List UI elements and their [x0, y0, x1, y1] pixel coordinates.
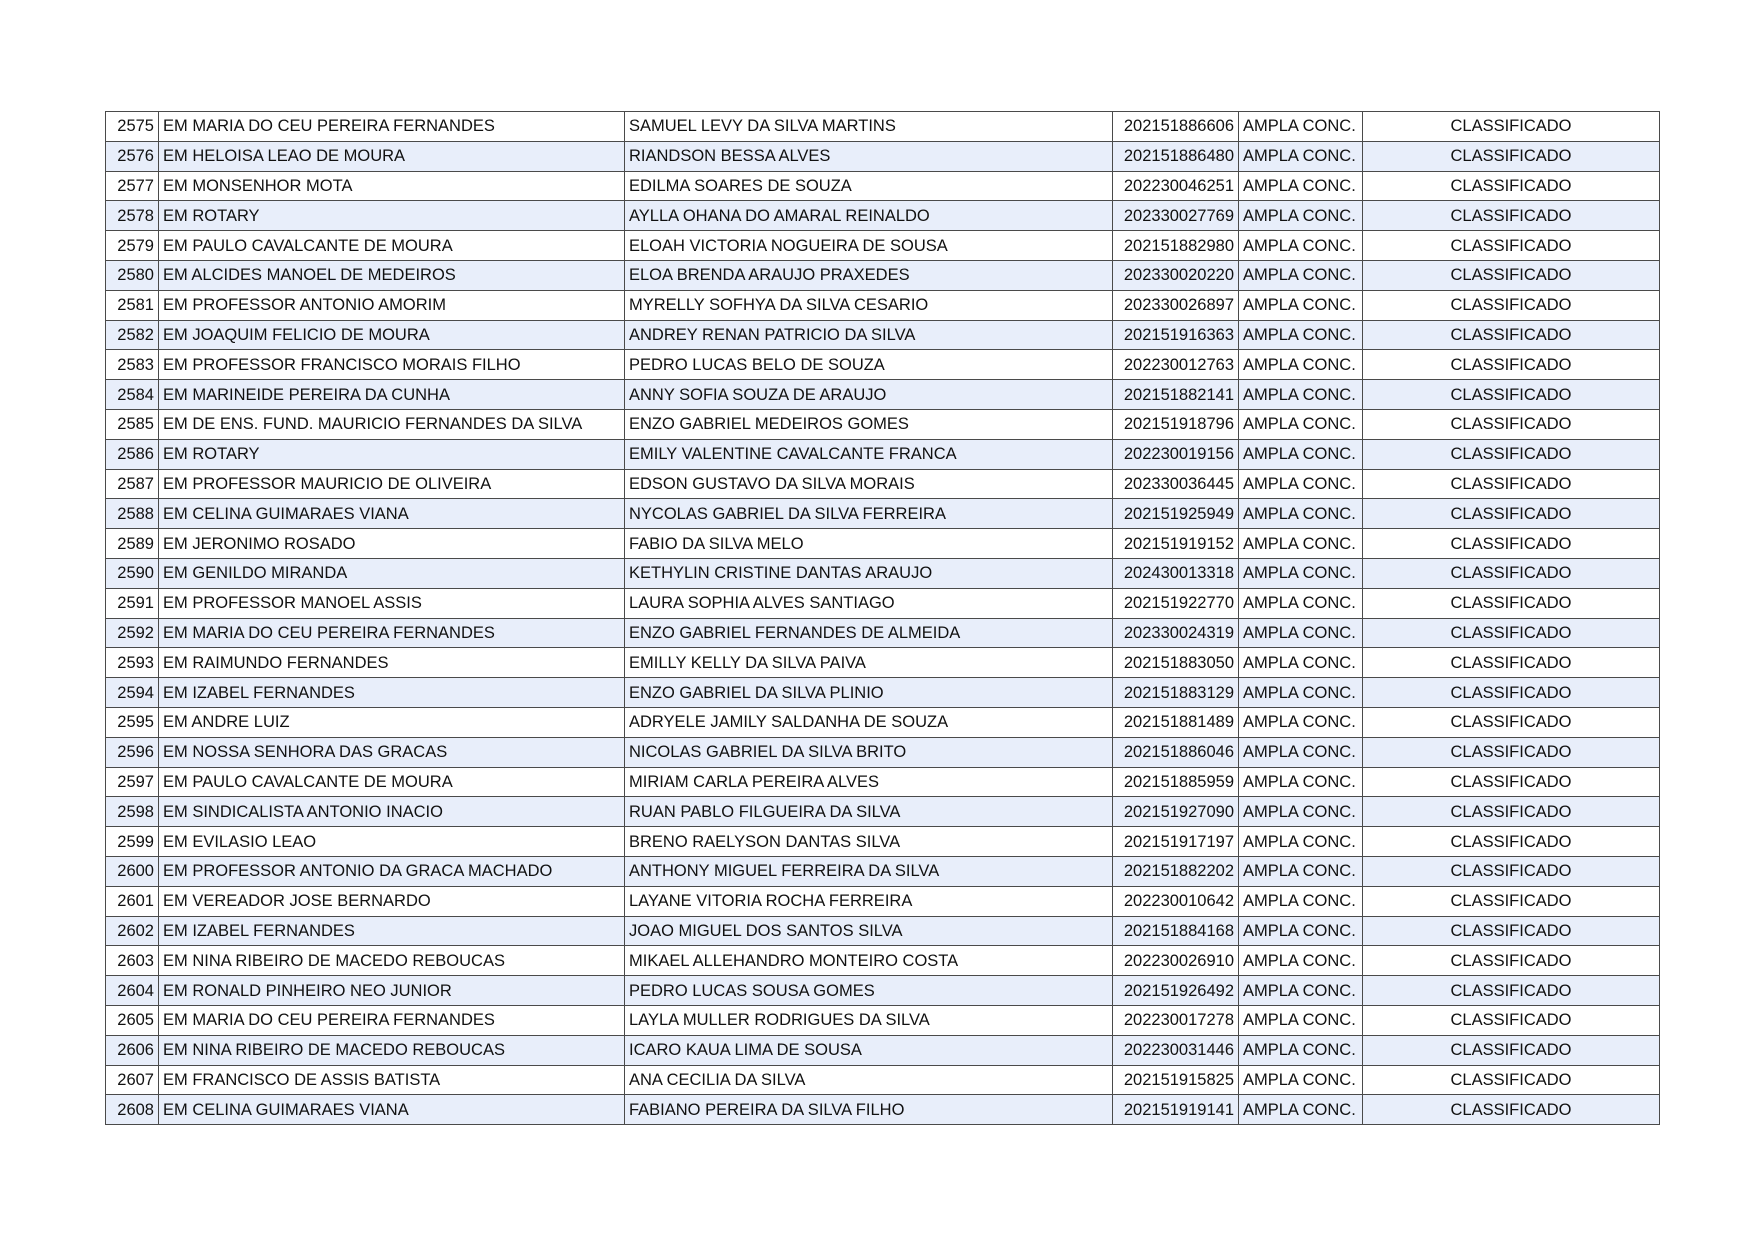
student-name-cell: NICOLAS GABRIEL DA SILVA BRITO — [625, 737, 1113, 767]
student-name-cell: EMILLY KELLY DA SILVA PAIVA — [625, 648, 1113, 678]
status-cell: CLASSIFICADO — [1363, 558, 1660, 588]
quota-type-cell: AMPLA CONC. — [1239, 618, 1363, 648]
quota-type-cell: AMPLA CONC. — [1239, 1095, 1363, 1125]
enrollment-id-cell: 202151883050 — [1113, 648, 1239, 678]
status-cell: CLASSIFICADO — [1363, 1065, 1660, 1095]
student-name-cell: LAYLA MULLER RODRIGUES DA SILVA — [625, 1005, 1113, 1035]
row-number-cell: 2608 — [106, 1095, 159, 1125]
student-name-cell: ENZO GABRIEL FERNANDES DE ALMEIDA — [625, 618, 1113, 648]
status-cell: CLASSIFICADO — [1363, 1095, 1660, 1125]
student-name-cell: ANTHONY MIGUEL FERREIRA DA SILVA — [625, 856, 1113, 886]
student-name-cell: KETHYLIN CRISTINE DANTAS ARAUJO — [625, 558, 1113, 588]
table-row — [106, 827, 1660, 857]
quota-type-cell: AMPLA CONC. — [1239, 171, 1363, 201]
school-cell: EM PROFESSOR ANTONIO AMORIM — [159, 290, 625, 320]
student-name-cell: JOAO MIGUEL DOS SANTOS SILVA — [625, 916, 1113, 946]
enrollment-id-cell: 202151882980 — [1113, 231, 1239, 261]
student-name-cell: LAURA SOPHIA ALVES SANTIAGO — [625, 588, 1113, 618]
quota-type-cell: AMPLA CONC. — [1239, 558, 1363, 588]
status-cell: CLASSIFICADO — [1363, 112, 1660, 142]
quota-type-cell: AMPLA CONC. — [1239, 856, 1363, 886]
school-cell: EM ROTARY — [159, 439, 625, 469]
row-number-cell: 2585 — [106, 409, 159, 439]
student-name-cell: ENZO GABRIEL MEDEIROS GOMES — [625, 409, 1113, 439]
enrollment-id-cell: 202151922770 — [1113, 588, 1239, 618]
table-row — [106, 618, 1660, 648]
table-row — [106, 588, 1660, 618]
quota-type-cell: AMPLA CONC. — [1239, 439, 1363, 469]
school-cell: EM CELINA GUIMARAES VIANA — [159, 1095, 625, 1125]
row-number-cell: 2583 — [106, 350, 159, 380]
quota-type-cell: AMPLA CONC. — [1239, 588, 1363, 618]
row-number-cell: 2582 — [106, 320, 159, 350]
student-name-cell: ADRYELE JAMILY SALDANHA DE SOUZA — [625, 707, 1113, 737]
quota-type-cell: AMPLA CONC. — [1239, 112, 1363, 142]
quota-type-cell: AMPLA CONC. — [1239, 231, 1363, 261]
student-name-cell: NYCOLAS GABRIEL DA SILVA FERREIRA — [625, 499, 1113, 529]
table-row — [106, 112, 1660, 142]
table-row — [106, 380, 1660, 410]
school-cell: EM IZABEL FERNANDES — [159, 916, 625, 946]
school-cell: EM RAIMUNDO FERNANDES — [159, 648, 625, 678]
school-cell: EM RONALD PINHEIRO NEO JUNIOR — [159, 976, 625, 1006]
row-number-cell: 2598 — [106, 797, 159, 827]
school-cell: EM MONSENHOR MOTA — [159, 171, 625, 201]
row-number-cell: 2606 — [106, 1035, 159, 1065]
table-row — [106, 499, 1660, 529]
status-cell: CLASSIFICADO — [1363, 380, 1660, 410]
enrollment-id-cell: 202330027769 — [1113, 201, 1239, 231]
enrollment-id-cell: 202151915825 — [1113, 1065, 1239, 1095]
enrollment-id-cell: 202230046251 — [1113, 171, 1239, 201]
status-cell: CLASSIFICADO — [1363, 618, 1660, 648]
table-row — [106, 290, 1660, 320]
school-cell: EM EVILASIO LEAO — [159, 827, 625, 857]
school-cell: EM GENILDO MIRANDA — [159, 558, 625, 588]
status-cell: CLASSIFICADO — [1363, 320, 1660, 350]
quota-type-cell: AMPLA CONC. — [1239, 1065, 1363, 1095]
enrollment-id-cell: 202230017278 — [1113, 1005, 1239, 1035]
student-name-cell: MIKAEL ALLEHANDRO MONTEIRO COSTA — [625, 946, 1113, 976]
row-number-cell: 2602 — [106, 916, 159, 946]
row-number-cell: 2581 — [106, 290, 159, 320]
enrollment-id-cell: 202151881489 — [1113, 707, 1239, 737]
quota-type-cell: AMPLA CONC. — [1239, 201, 1363, 231]
row-number-cell: 2588 — [106, 499, 159, 529]
school-cell: EM NINA RIBEIRO DE MACEDO REBOUCAS — [159, 1035, 625, 1065]
quota-type-cell: AMPLA CONC. — [1239, 529, 1363, 559]
quota-type-cell: AMPLA CONC. — [1239, 827, 1363, 857]
school-cell: EM HELOISA LEAO DE MOURA — [159, 141, 625, 171]
quota-type-cell: AMPLA CONC. — [1239, 916, 1363, 946]
school-cell: EM PROFESSOR MANOEL ASSIS — [159, 588, 625, 618]
enrollment-id-cell: 202151886606 — [1113, 112, 1239, 142]
table-row — [106, 260, 1660, 290]
row-number-cell: 2590 — [106, 558, 159, 588]
enrollment-id-cell: 202330024319 — [1113, 618, 1239, 648]
school-cell: EM IZABEL FERNANDES — [159, 678, 625, 708]
enrollment-id-cell: 202151883129 — [1113, 678, 1239, 708]
school-cell: EM MARINEIDE PEREIRA DA CUNHA — [159, 380, 625, 410]
status-cell: CLASSIFICADO — [1363, 499, 1660, 529]
school-cell: EM FRANCISCO DE ASSIS BATISTA — [159, 1065, 625, 1095]
table-row — [106, 707, 1660, 737]
enrollment-id-cell: 202230012763 — [1113, 350, 1239, 380]
school-cell: EM ALCIDES MANOEL DE MEDEIROS — [159, 260, 625, 290]
table-row — [106, 201, 1660, 231]
quota-type-cell: AMPLA CONC. — [1239, 737, 1363, 767]
enrollment-id-cell: 202330036445 — [1113, 469, 1239, 499]
school-cell: EM VEREADOR JOSE BERNARDO — [159, 886, 625, 916]
row-number-cell: 2594 — [106, 678, 159, 708]
quota-type-cell: AMPLA CONC. — [1239, 678, 1363, 708]
student-name-cell: PEDRO LUCAS BELO DE SOUZA — [625, 350, 1113, 380]
quota-type-cell: AMPLA CONC. — [1239, 976, 1363, 1006]
status-cell: CLASSIFICADO — [1363, 976, 1660, 1006]
status-cell: CLASSIFICADO — [1363, 737, 1660, 767]
row-number-cell: 2601 — [106, 886, 159, 916]
table-row — [106, 1065, 1660, 1095]
status-cell: CLASSIFICADO — [1363, 648, 1660, 678]
school-cell: EM ROTARY — [159, 201, 625, 231]
enrollment-id-cell: 202151882141 — [1113, 380, 1239, 410]
quota-type-cell: AMPLA CONC. — [1239, 380, 1363, 410]
row-number-cell: 2589 — [106, 529, 159, 559]
enrollment-id-cell: 202151925949 — [1113, 499, 1239, 529]
table-row — [106, 1095, 1660, 1125]
row-number-cell: 2600 — [106, 856, 159, 886]
status-cell: CLASSIFICADO — [1363, 201, 1660, 231]
status-cell: CLASSIFICADO — [1363, 439, 1660, 469]
row-number-cell: 2584 — [106, 380, 159, 410]
quota-type-cell: AMPLA CONC. — [1239, 648, 1363, 678]
enrollment-id-cell: 202151919141 — [1113, 1095, 1239, 1125]
row-number-cell: 2580 — [106, 260, 159, 290]
status-cell: CLASSIFICADO — [1363, 529, 1660, 559]
student-name-cell: ANDREY RENAN PATRICIO DA SILVA — [625, 320, 1113, 350]
row-number-cell: 2605 — [106, 1005, 159, 1035]
quota-type-cell: AMPLA CONC. — [1239, 350, 1363, 380]
table-row — [106, 469, 1660, 499]
school-cell: EM MARIA DO CEU PEREIRA FERNANDES — [159, 618, 625, 648]
school-cell: EM PAULO CAVALCANTE DE MOURA — [159, 231, 625, 261]
status-cell: CLASSIFICADO — [1363, 409, 1660, 439]
student-name-cell: ANA CECILIA DA SILVA — [625, 1065, 1113, 1095]
student-name-cell: RUAN PABLO FILGUEIRA DA SILVA — [625, 797, 1113, 827]
status-cell: CLASSIFICADO — [1363, 856, 1660, 886]
row-number-cell: 2596 — [106, 737, 159, 767]
student-name-cell: ELOA BRENDA ARAUJO PRAXEDES — [625, 260, 1113, 290]
table-row — [106, 797, 1660, 827]
row-number-cell: 2577 — [106, 171, 159, 201]
row-number-cell: 2599 — [106, 827, 159, 857]
row-number-cell: 2576 — [106, 141, 159, 171]
table-row — [106, 856, 1660, 886]
status-cell: CLASSIFICADO — [1363, 1005, 1660, 1035]
status-cell: CLASSIFICADO — [1363, 767, 1660, 797]
status-cell: CLASSIFICADO — [1363, 141, 1660, 171]
student-name-cell: ELOAH VICTORIA NOGUEIRA DE SOUSA — [625, 231, 1113, 261]
student-name-cell: LAYANE VITORIA ROCHA FERREIRA — [625, 886, 1113, 916]
school-cell: EM PROFESSOR FRANCISCO MORAIS FILHO — [159, 350, 625, 380]
status-cell: CLASSIFICADO — [1363, 350, 1660, 380]
table-row — [106, 141, 1660, 171]
school-cell: EM PROFESSOR ANTONIO DA GRACA MACHADO — [159, 856, 625, 886]
table-row — [106, 946, 1660, 976]
student-name-cell: SAMUEL LEVY DA SILVA MARTINS — [625, 112, 1113, 142]
enrollment-id-cell: 202330020220 — [1113, 260, 1239, 290]
table-row — [106, 916, 1660, 946]
row-number-cell: 2579 — [106, 231, 159, 261]
school-cell: EM JERONIMO ROSADO — [159, 529, 625, 559]
row-number-cell: 2593 — [106, 648, 159, 678]
quota-type-cell: AMPLA CONC. — [1239, 290, 1363, 320]
quota-type-cell: AMPLA CONC. — [1239, 499, 1363, 529]
enrollment-id-cell: 202151882202 — [1113, 856, 1239, 886]
enrollment-id-cell: 202151926492 — [1113, 976, 1239, 1006]
school-cell: EM PAULO CAVALCANTE DE MOURA — [159, 767, 625, 797]
row-number-cell: 2595 — [106, 707, 159, 737]
student-name-cell: MIRIAM CARLA PEREIRA ALVES — [625, 767, 1113, 797]
enrollment-id-cell: 202230026910 — [1113, 946, 1239, 976]
status-cell: CLASSIFICADO — [1363, 886, 1660, 916]
quota-type-cell: AMPLA CONC. — [1239, 1005, 1363, 1035]
enrollment-id-cell: 202330026897 — [1113, 290, 1239, 320]
quota-type-cell: AMPLA CONC. — [1239, 886, 1363, 916]
row-number-cell: 2597 — [106, 767, 159, 797]
student-name-cell: RIANDSON BESSA ALVES — [625, 141, 1113, 171]
status-cell: CLASSIFICADO — [1363, 678, 1660, 708]
student-name-cell: PEDRO LUCAS SOUSA GOMES — [625, 976, 1113, 1006]
status-cell: CLASSIFICADO — [1363, 946, 1660, 976]
school-cell: EM NINA RIBEIRO DE MACEDO REBOUCAS — [159, 946, 625, 976]
student-name-cell: ICARO KAUA LIMA DE SOUSA — [625, 1035, 1113, 1065]
student-name-cell: EDILMA SOARES DE SOUZA — [625, 171, 1113, 201]
quota-type-cell: AMPLA CONC. — [1239, 409, 1363, 439]
enrollment-id-cell: 202151885959 — [1113, 767, 1239, 797]
student-name-cell: BRENO RAELYSON DANTAS SILVA — [625, 827, 1113, 857]
enrollment-id-cell: 202151886480 — [1113, 141, 1239, 171]
enrollment-id-cell: 202151927090 — [1113, 797, 1239, 827]
student-name-cell: ENZO GABRIEL DA SILVA PLINIO — [625, 678, 1113, 708]
enrollment-id-cell: 202151916363 — [1113, 320, 1239, 350]
results-table — [105, 111, 1660, 1125]
status-cell: CLASSIFICADO — [1363, 797, 1660, 827]
status-cell: CLASSIFICADO — [1363, 231, 1660, 261]
table-row — [106, 886, 1660, 916]
row-number-cell: 2592 — [106, 618, 159, 648]
table-row — [106, 320, 1660, 350]
school-cell: EM PROFESSOR MAURICIO DE OLIVEIRA — [159, 469, 625, 499]
quota-type-cell: AMPLA CONC. — [1239, 320, 1363, 350]
enrollment-id-cell: 202230031446 — [1113, 1035, 1239, 1065]
table-row — [106, 231, 1660, 261]
table-row — [106, 737, 1660, 767]
results-table-body — [106, 112, 1660, 1125]
table-row — [106, 558, 1660, 588]
table-row — [106, 529, 1660, 559]
school-cell: EM NOSSA SENHORA DAS GRACAS — [159, 737, 625, 767]
quota-type-cell: AMPLA CONC. — [1239, 141, 1363, 171]
enrollment-id-cell: 202430013318 — [1113, 558, 1239, 588]
student-name-cell: EMILY VALENTINE CAVALCANTE FRANCA — [625, 439, 1113, 469]
student-name-cell: ANNY SOFIA SOUZA DE ARAUJO — [625, 380, 1113, 410]
table-row — [106, 767, 1660, 797]
enrollment-id-cell: 202151918796 — [1113, 409, 1239, 439]
student-name-cell: FABIO DA SILVA MELO — [625, 529, 1113, 559]
table-row — [106, 439, 1660, 469]
school-cell: EM ANDRE LUIZ — [159, 707, 625, 737]
table-row — [106, 1005, 1660, 1035]
row-number-cell: 2575 — [106, 112, 159, 142]
enrollment-id-cell: 202151917197 — [1113, 827, 1239, 857]
table-row — [106, 350, 1660, 380]
school-cell: EM MARIA DO CEU PEREIRA FERNANDES — [159, 112, 625, 142]
status-cell: CLASSIFICADO — [1363, 827, 1660, 857]
table-row — [106, 171, 1660, 201]
quota-type-cell: AMPLA CONC. — [1239, 260, 1363, 290]
table-row — [106, 409, 1660, 439]
school-cell: EM JOAQUIM FELICIO DE MOURA — [159, 320, 625, 350]
status-cell: CLASSIFICADO — [1363, 290, 1660, 320]
student-name-cell: EDSON GUSTAVO DA SILVA MORAIS — [625, 469, 1113, 499]
status-cell: CLASSIFICADO — [1363, 260, 1660, 290]
status-cell: CLASSIFICADO — [1363, 916, 1660, 946]
table-row — [106, 1035, 1660, 1065]
quota-type-cell: AMPLA CONC. — [1239, 469, 1363, 499]
quota-type-cell: AMPLA CONC. — [1239, 1035, 1363, 1065]
school-cell: EM SINDICALISTA ANTONIO INACIO — [159, 797, 625, 827]
enrollment-id-cell: 202151884168 — [1113, 916, 1239, 946]
status-cell: CLASSIFICADO — [1363, 1035, 1660, 1065]
school-cell: EM CELINA GUIMARAES VIANA — [159, 499, 625, 529]
quota-type-cell: AMPLA CONC. — [1239, 767, 1363, 797]
quota-type-cell: AMPLA CONC. — [1239, 946, 1363, 976]
quota-type-cell: AMPLA CONC. — [1239, 707, 1363, 737]
status-cell: CLASSIFICADO — [1363, 707, 1660, 737]
enrollment-id-cell: 202151886046 — [1113, 737, 1239, 767]
school-cell: EM DE ENS. FUND. MAURICIO FERNANDES DA SILVA — [159, 409, 625, 439]
status-cell: CLASSIFICADO — [1363, 469, 1660, 499]
row-number-cell: 2578 — [106, 201, 159, 231]
row-number-cell: 2607 — [106, 1065, 159, 1095]
enrollment-id-cell: 202230019156 — [1113, 439, 1239, 469]
status-cell: CLASSIFICADO — [1363, 171, 1660, 201]
row-number-cell: 2586 — [106, 439, 159, 469]
quota-type-cell: AMPLA CONC. — [1239, 797, 1363, 827]
table-row — [106, 678, 1660, 708]
table-row — [106, 648, 1660, 678]
row-number-cell: 2591 — [106, 588, 159, 618]
enrollment-id-cell: 202151919152 — [1113, 529, 1239, 559]
status-cell: CLASSIFICADO — [1363, 588, 1660, 618]
school-cell: EM MARIA DO CEU PEREIRA FERNANDES — [159, 1005, 625, 1035]
table-row — [106, 976, 1660, 1006]
row-number-cell: 2603 — [106, 946, 159, 976]
student-name-cell: AYLLA OHANA DO AMARAL REINALDO — [625, 201, 1113, 231]
enrollment-id-cell: 202230010642 — [1113, 886, 1239, 916]
row-number-cell: 2604 — [106, 976, 159, 1006]
row-number-cell: 2587 — [106, 469, 159, 499]
student-name-cell: MYRELLY SOFHYA DA SILVA CESARIO — [625, 290, 1113, 320]
student-name-cell: FABIANO PEREIRA DA SILVA FILHO — [625, 1095, 1113, 1125]
